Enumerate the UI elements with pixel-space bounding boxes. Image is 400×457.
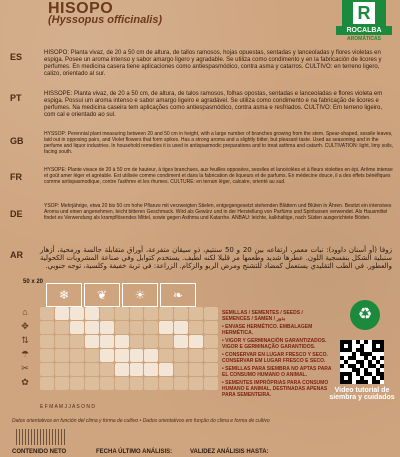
- lang-code-ar: AR: [10, 250, 23, 260]
- maple-leaf-icon: ❧: [160, 283, 196, 307]
- lang-code-gb: GB: [10, 136, 24, 146]
- green-dot-recycling-icon: ♻: [350, 300, 380, 330]
- desc-gb: HYSSOP: Perennial plant measuring between 20 and 50 cm in height, with a large number of branches growing from the stem. Spear-shaped, sessile leaves, laid out in opposing pairs, and Violet flowers that form spikes. Has a strong aroma and a slightly bitter, but pleasant taste. Used as seasoning and in the perfume and liquor industries. In household remedies it is used in antispasmodic preparations and to treat asthma and catarrh. CULTIVATION: light, limy soils, facing south.: [44, 131, 394, 155]
- desc-pt: HISSOPE: Planta vivaz, de 20 a 50 cm, de altura, de talos ramosos, folhas opostas, sentadas e lanceoladas e flores violeta em espiga. Possui um aroma intenso e sabor amargo ligeiro e agradável. Se utiliza como condimento e na fabricação de licores e perfumes. Na medicina caseira tem aplicações como antiespasmódico, contra asma e resfriados. CULTIVO: Em terreno ligeiro, com cal e orientado ao sul.: [44, 91, 383, 118]
- disclaimer-note: Datos orientativos en función del clima y forma de cultivo • Dados orientativos em função do clima e forma de cultivo: [12, 418, 270, 424]
- last-analysis-date-label: FECHA ÚLTIMO ANÁLISIS:: [96, 449, 173, 455]
- lang-code-pt: PT: [10, 93, 22, 103]
- lang-code-fr: FR: [10, 172, 22, 182]
- info-line: SEMILLAS / SEMENTES / SEEDS / SEMENCES / SAMEN / بذور: [222, 310, 303, 322]
- info-line: • VIGOR Y GERMINACIÓN GARANTIZADOS. VIGOR E GERMINAÇÃO GARANTIDOS.: [222, 338, 327, 350]
- info-line: • CONSERVAR EN LUGAR FRESCO Y SECO. CONSERVAR EM LUGAR FRESCO E SECO.: [222, 352, 328, 364]
- lang-code-de: DE: [10, 209, 23, 219]
- calendar-row-icons: [14, 307, 36, 391]
- watering-icon: ☂: [20, 349, 30, 359]
- sowing-calendar-grid: [40, 307, 218, 391]
- product-subtitle: (Hyssopus officinalis): [48, 14, 163, 26]
- plant-spacing-label: 50 x 20: [22, 279, 44, 285]
- sowing-icon: ✥: [21, 321, 29, 331]
- product-title: HISOPO: [48, 0, 114, 17]
- info-line: • SEMENTES IMPRÓPRIAS PARA CONSUMO HUMANO E ANIMAL, DESTINADAS APENAS PARA SEMENTEIRA.: [222, 380, 329, 398]
- month-labels: E F M A M J J A S O N D: [40, 404, 96, 410]
- sun-icon: ☀: [122, 283, 158, 307]
- packet-info: [222, 310, 332, 400]
- brand-logo-mark: R: [342, 0, 386, 26]
- brand-tagline: AROMÁTICAS: [347, 36, 381, 42]
- info-line: • ENVASE HERMÉTICO. EMBALAGEM HERMÉTICA.: [222, 324, 313, 336]
- season-icons: [46, 283, 196, 307]
- desc-de: YSOP: Mehrjährige, etwa 20 bis 50 cm hohe Pflanze mit verzweigten Stielen, entgegengesetzt stehenden Blättern und Blüten in Ähren. Besitzt ein intensives Aroma und einen angenehmen, leicht bitteren Geschmack. Wird als Gewürz und in der Herstellung von Parfüms und Spirituosen verwendet. Als Hausmittel findet es Verwendung als krampflösendes Mittel, sowie gegen Asthma und Katarrhe. ANBAU: leichte, kalkhaltige, nach Süden ausgerichtete Böden.: [44, 203, 392, 221]
- seedbed-icon: ⌂: [22, 307, 28, 317]
- info-line: • SEMILLAS PARA SIEMBRA NO APTAS PARA EL CONSUMO HUMANO O ANIMAL.: [222, 366, 332, 378]
- snowflake-icon: ❄: [46, 283, 82, 307]
- desc-fr: HYSOPE: Plante vivace de 20 à 50 cm de hauteur, à tiges branchues, aux feuilles opposées, sessiles et lancéolées et à fleurs violettes en épi. Arôme intense et goût amer léger et agréable. Est utilisée comme condiment et dans la fabrication de liqueurs et de parfums. En médecine douce, il a des effets bénéfiques comme antispasmodique, contre l'asthme et les rhumes. CULTURE: en terrain léger, calcaire, orienté au sud.: [44, 167, 393, 185]
- brand-logo: [336, 0, 392, 42]
- lang-code-es: ES: [10, 52, 23, 62]
- harvest-icon: ✂: [21, 363, 29, 373]
- analysis-validity-label: VALIDEZ ANÁLISIS HASTA:: [190, 449, 269, 455]
- germination-icon: ✿: [21, 377, 29, 387]
- barcode: [16, 429, 66, 445]
- desc-ar: زوفا (أو أسنان داوود): نبات معمر، ارتفاعه بين 20 و 50 سنتيم، ذو سيقان متفرعة، أوراق متقابلة جالسة ورمحية، أزهار سنبلية الشكل بنفسجية اللون. عطرها شديد وطعمها مر قليلا لكنه لطيف. يستخدم كتوابل وفي صناعة المشروبات الكحولية والعطور. في الطب التقليدي يستعمل كمضاد للتشنج ومرض الربو والزكام. الزراعة: في تربة خفيفة وكلسية، توجه جنوبي.: [40, 246, 392, 270]
- net-content-label: CONTENIDO NETO: [12, 449, 67, 455]
- brand-name: ROCALBA: [336, 26, 392, 35]
- video-tutorial-label: Video tutorial de siembra y cuidados: [329, 387, 395, 401]
- leaf-icon: ❦: [84, 283, 120, 307]
- transplant-icon: ⇅: [21, 335, 29, 345]
- desc-es: HISOPO: Planta vivaz, de 20 a 50 cm de altura, de tallos ramosos, hojas opuestas, sentadas y lanceoladas y flores violetas en espiga. Posee un aroma intenso y sabor amargo ligero y agradable. Se utiliza como condimento y en la fabricación de licores y perfumes. En medicina casera tiene aplicaciones como antiespasmódico, contra asma y catarros. CULTIVO: en terreno ligero, calizo, orientado al sur.: [44, 50, 382, 77]
- qr-code[interactable]: [340, 340, 384, 384]
